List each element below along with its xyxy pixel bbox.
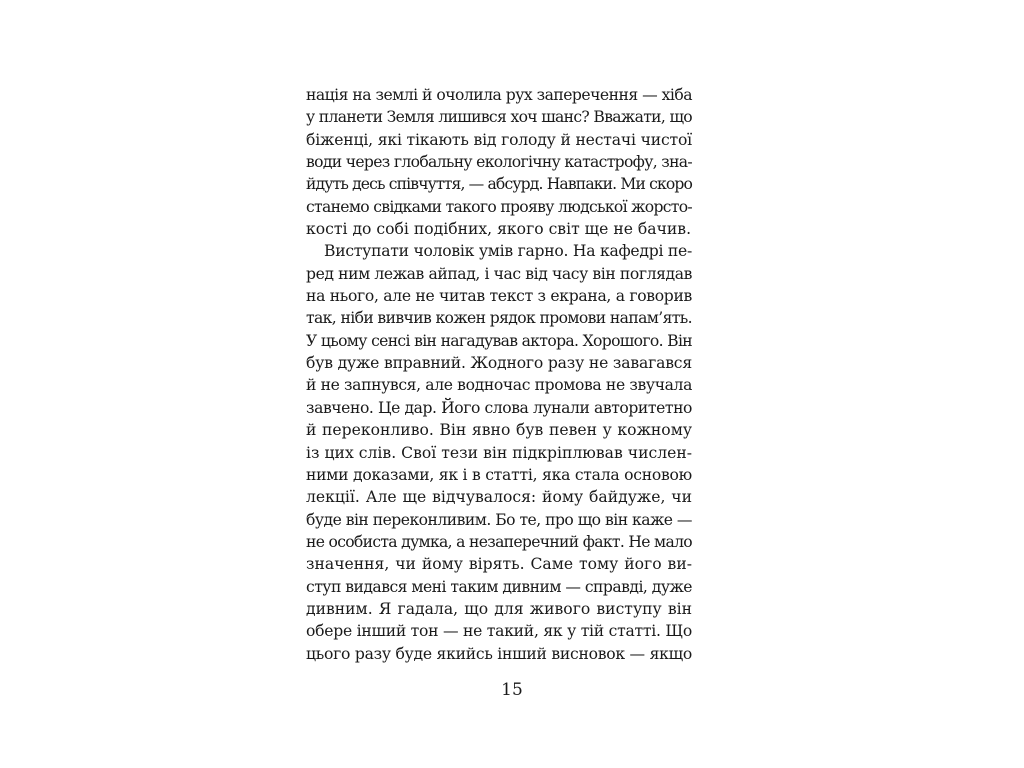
paragraph-first-line: Виступати чоловік умів гарно. На кафедрі пе- xyxy=(324,242,692,261)
text-line: був дуже вправний. Жодного разу не завагався xyxy=(306,354,693,373)
text-line: із цих слів. Свої тези він підкріплював числен- xyxy=(306,443,692,462)
text-line: станемо свідками такого прояву людської жорсто- xyxy=(306,197,693,216)
text-line: біженці, які тікають від голоду й нестачі чистої xyxy=(306,130,692,149)
text-line: води через глобальну екологічну катастрофу, зна- xyxy=(306,153,693,172)
text-line: у планети Земля лишився хоч шанс? Вважати, що xyxy=(306,108,692,127)
text-line: ними доказами, як і в статті, яка стала основою xyxy=(306,465,692,484)
text-line: лекції. Але ще відчувалося: йому байдуже, чи xyxy=(306,488,692,507)
text-line: завчено. Це дар. Його слова лунали авторитетно xyxy=(306,398,692,417)
text-line: так, ніби вивчив кожен рядок промови напам’ять. xyxy=(306,309,692,328)
text-line: У цьому сенсі він нагадував актора. Хорошого. Він xyxy=(306,331,693,350)
text-line: обере інший тон — не такий, як у тій статті. Що xyxy=(306,622,692,641)
text-line: й переконливо. Він явно був певен у кожному xyxy=(306,421,692,440)
text-line: йдуть десь співчуття, — абсурд. Навпаки. Ми скоро xyxy=(306,175,693,194)
text-line: дивним. Я гадала, що для живого виступу він xyxy=(306,599,692,618)
text-line: буде він переконливим. Бо те, про що він каже — xyxy=(306,510,692,529)
text-line: ступ видався мені таким дивним — справді, дуже xyxy=(306,577,693,596)
page-number: 15 xyxy=(501,680,523,700)
text-line: нація на землі й очолила рух заперечення — хіба xyxy=(306,86,692,104)
text-line: значення, чи йому вірять. Саме тому його ви- xyxy=(306,555,692,574)
text-line: цього разу буде якийсь інший висновок — якщо xyxy=(306,644,692,663)
text-line: на нього, але не читав текст з екрана, а говорив xyxy=(306,287,693,306)
text-line: не особиста думка, а незаперечний факт. Не мало xyxy=(306,532,692,551)
text-line: ред ним лежав айпад, і час від часу він поглядав xyxy=(306,264,692,283)
body-text xyxy=(306,84,692,665)
text-line: кості до собі подібних, якого світ ще не бачив. xyxy=(306,220,692,239)
text-line: й не запнувся, але водночас промова не звучала xyxy=(306,376,693,395)
